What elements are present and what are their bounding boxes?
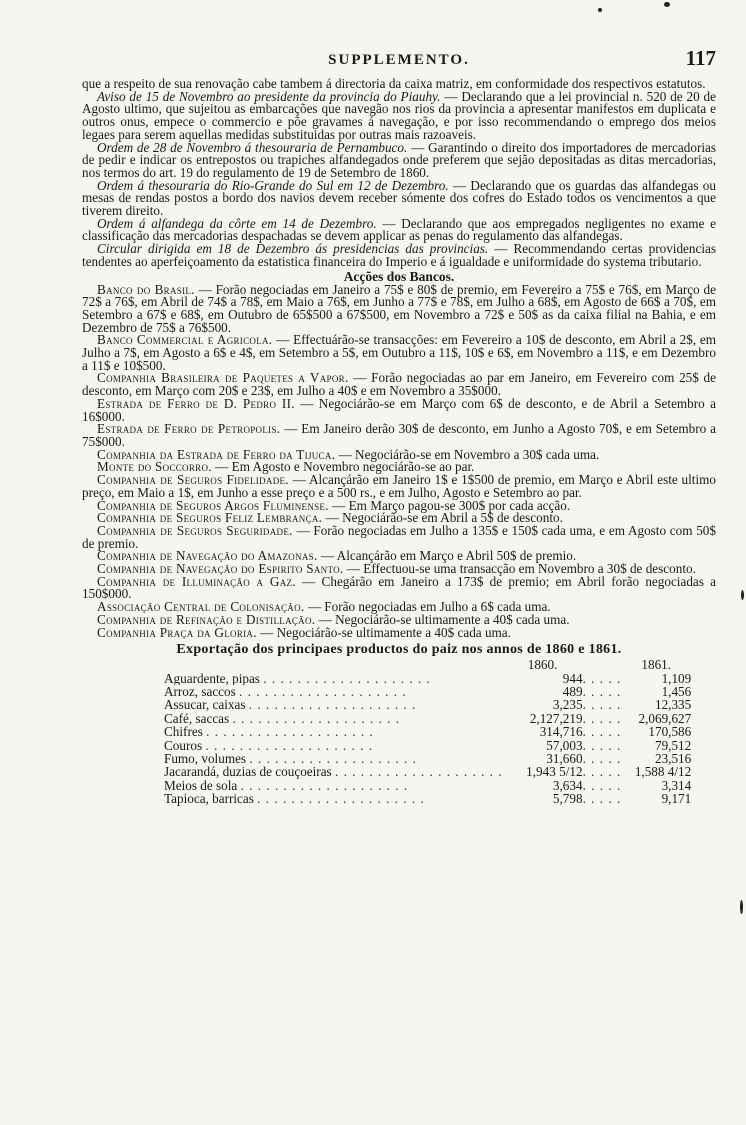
paragraph bbox=[82, 88, 716, 142]
entry-name: Estrada de Ferro de D. Pedro II. bbox=[97, 395, 295, 411]
value-1860: 57,003 bbox=[546, 737, 583, 753]
product-cell bbox=[164, 672, 503, 685]
leader-dots: . . . . . . . . . . . . . . . . . . . . bbox=[232, 711, 401, 726]
entry-name: Estrada de Ferro de Petropolis. bbox=[97, 421, 281, 437]
exports-table-body bbox=[164, 672, 691, 806]
entry-text: — Negociárão-se em Novembro a 30$ cada uma. bbox=[335, 446, 600, 462]
product-cell bbox=[164, 779, 503, 792]
scan-speck bbox=[598, 8, 602, 12]
leader-dots: . . . . . . . . . . . . . . . . . . . . bbox=[240, 778, 409, 793]
entry-text: — Forão negociadas em Janeiro a 75$ e 80$ de premio, em Fevereiro a 75$ e 76$, em Março de 72$ a 76$, em Abril de 74$ a 78$, em Maio a 76$, em Junho a 77$ e 78$, em Julho a 68$, em Agosto de 66$ a 70$, em Setembro a 67$ e 68$, em Outubro de 65$500 a 67$500, em Novembro a 72$ e 50$ as da caixa filial na Bahia, e em Dezembro de 75$ a 76$500. bbox=[82, 281, 716, 335]
value-1861: 1,109 bbox=[661, 670, 692, 686]
value-1860: 314,716 bbox=[539, 724, 583, 740]
leader-dots: . . . . . bbox=[582, 792, 622, 806]
value-1861: 23,516 bbox=[654, 751, 692, 767]
table-row bbox=[164, 765, 691, 778]
entry-name: Companhia de Seguros Argos Fluminense. bbox=[97, 497, 329, 513]
leader-dots: . . . . . bbox=[582, 711, 622, 726]
entry-text: — Negociárão-se em Abril a 5$ de desconto. bbox=[322, 510, 563, 526]
entry-text: — Negociárão-se em Março com 6$ de desconto, e de Abril a Setembro a 16$000. bbox=[82, 395, 716, 424]
paragraph-lead: Ordem de 28 de Novembro á thesouraria de Pernambuco. bbox=[97, 139, 408, 155]
paragraph bbox=[82, 177, 716, 219]
product-name: Jacarandá, duzias de couçoeiras bbox=[164, 765, 335, 779]
acoes-list bbox=[82, 281, 717, 640]
leader-dots: . . . . . bbox=[582, 698, 622, 712]
table-row bbox=[164, 712, 691, 725]
entry-name: Companhia Praça da Gloria. bbox=[97, 624, 257, 640]
product-name: Tapioca, barricas bbox=[164, 792, 258, 806]
entry-name: Banco do Brasil. bbox=[97, 281, 195, 297]
entry-text: — Chegárão em Janeiro a 173$ de premio; em Abril forão negociadas a 150$000. bbox=[82, 573, 716, 602]
value-1860: 1,943 5/12 bbox=[526, 764, 583, 780]
leader-dots: . . . . . . . . . . . . . . . . . . . . bbox=[248, 698, 417, 712]
leader-dots: . . . . . bbox=[582, 738, 622, 753]
leader-dots: . . . . . bbox=[582, 685, 622, 699]
product-cell bbox=[164, 725, 503, 738]
paragraph-lead: Aviso de 15 de Novembro ao presidente da provincia do Piauhy. bbox=[97, 88, 441, 104]
value-1861: 3,314 bbox=[661, 777, 692, 793]
acao-entry bbox=[82, 395, 716, 424]
exports-table bbox=[164, 658, 691, 805]
product-name: Fumo, volumes bbox=[164, 752, 250, 766]
product-cell bbox=[164, 792, 503, 805]
leader-dots: . . . . . bbox=[582, 765, 622, 779]
leader-dots: . . . . . bbox=[582, 752, 622, 766]
entry-text: — Alcançárão em Janeiro 1$ e 1$500 de premio, em Março e Abril este ultimo preço, em Maio a 1$, em Junho a esse preço e a 500 rs., e em Julho, Agosto e Setembro ao par. bbox=[82, 472, 716, 500]
value-1860: 944 bbox=[562, 670, 583, 686]
paragraph-text: — Declarando que a lei provincial n. 520 de 20 de Agosto ultimo, que sujeitou as embarcações que navegão nos rios da provincia a apresentar manifestos em duplicata e outros onus, empece o commercio e põe gravames á navegação, e por isso recommendando o emprego dos meios legaes para serem aquellas medidas substituidas por outras mais razoaveis. bbox=[82, 88, 716, 142]
product-cell bbox=[164, 698, 503, 711]
product-cell bbox=[164, 739, 503, 752]
entry-name: Companhia de Seguros Feliz Lembrança. bbox=[97, 510, 323, 526]
entry-text: — Em Agosto e Novembro negociárão-se ao par. bbox=[211, 459, 475, 475]
entry-text: — Em Março pagou-se 300$ por cada acção. bbox=[328, 497, 571, 513]
product-cell bbox=[164, 712, 503, 725]
value-1861: 2,069,627 bbox=[638, 710, 692, 726]
paragraph-text: — Recommendando certas providencias tendentes ao aperfeiçoamento da estatistica financeira do Imperio e á igualdade e uniformidade do systema tributario. bbox=[82, 241, 716, 269]
entry-name: Companhia de Illuminação a Gaz. bbox=[97, 573, 296, 589]
acao-entry bbox=[82, 522, 716, 551]
product-cell bbox=[164, 752, 503, 765]
value-1861: 12,335 bbox=[654, 697, 692, 713]
section-title-acoes: Acções dos Bancos. bbox=[343, 268, 455, 284]
entry-name: Associação Central de Colonisação. bbox=[97, 599, 305, 615]
product-name: Meios de sola bbox=[164, 778, 241, 793]
entry-name: Companhia de Refinação e Distillação. bbox=[97, 611, 316, 627]
leader-dots: . . . . . . . . . . . . . . . . . . . . bbox=[249, 752, 417, 766]
table-row bbox=[164, 725, 691, 738]
scan-speck bbox=[741, 590, 744, 600]
product-name: Chifres bbox=[164, 725, 207, 739]
scan-speck bbox=[664, 2, 670, 7]
value-1860: 3,634 bbox=[552, 777, 583, 793]
entry-text: — Forão negociadas ao par em Janeiro, em Fevereiro com 25$ de desconto, em Março com 20$ e 23$, em Julho a 40$ e em Novembro a 35$000. bbox=[82, 370, 717, 399]
table-row bbox=[164, 685, 691, 698]
entry-name: Companhia de Navegação do Amazonas. bbox=[97, 548, 318, 564]
leader-dots: . . . . . . . . . . . . . . . . . . . . bbox=[206, 725, 374, 739]
table-row bbox=[164, 752, 691, 765]
entry-name: Monte do Soccorro. bbox=[97, 459, 212, 475]
leader-dots: . . . . . . . . . . . . . . . . . . . . bbox=[263, 671, 431, 686]
table-header-row bbox=[164, 658, 691, 671]
entry-name: Companhia da Estrada de Ferro da Tijuca. bbox=[97, 446, 336, 462]
entry-name: Companhia de Seguros Seguridade. bbox=[97, 522, 293, 538]
paragraph-text: que a respeito de sua renovação cabe tambem á directoria da caixa matriz, em conformidade dos respectivos estatutos. bbox=[82, 76, 706, 91]
acao-entry bbox=[82, 372, 716, 397]
entry-name: Banco Commercial e Agricola. bbox=[97, 332, 273, 348]
acao-entry bbox=[82, 281, 716, 335]
acao-entry bbox=[82, 334, 716, 372]
table-row bbox=[164, 698, 691, 711]
value-1860: 2,127,219 bbox=[529, 710, 583, 726]
entry-name: Companhia Brasileira de Paquetes a Vapor. bbox=[97, 370, 349, 386]
entry-text: — Negociárão-se ultimamente a 40$ cada uma. bbox=[256, 624, 511, 640]
leader-dots: . . . . . . . . . . . . . . . . . . . . bbox=[205, 738, 373, 753]
product-name: Assucar, caixas bbox=[164, 698, 249, 712]
leader-dots: . . . . . bbox=[582, 725, 622, 739]
acao-entry bbox=[82, 573, 716, 602]
paragraph-lead: Ordem á alfandega da côrte em 14 de Dezembro. bbox=[97, 215, 377, 231]
entry-text: — Alcançárão em Março e Abril 50$ de premio. bbox=[317, 548, 577, 564]
value-1861: 1,456 bbox=[661, 684, 692, 700]
table-row bbox=[164, 672, 691, 685]
table-row bbox=[164, 779, 691, 792]
table-row bbox=[164, 739, 691, 752]
paragraph-text: — Declarando que os guardas das alfandegas ou mesas de rendas postos a bordo dos navios devem receber sómente dos cofres do Estado todos os vencimentos a que tiverem direito. bbox=[82, 177, 716, 219]
product-name: Couros bbox=[164, 738, 206, 753]
paragraph bbox=[82, 215, 716, 244]
value-1860: 31,660 bbox=[546, 751, 583, 767]
paragraph-text: — Garantindo o direito dos importadores de mercadorias de pedir e indicar os entrepostos ou trapiches alfandegados onde preferem que sejão depositadas as ditas mercadorias, nos termos do art. 19 do regulamento de 19 de Setembro de 1860. bbox=[82, 139, 716, 180]
page-number: 117 bbox=[685, 46, 716, 70]
acao-entry bbox=[82, 423, 716, 448]
table-row bbox=[164, 792, 691, 805]
product-name: Café, saccas bbox=[164, 711, 233, 726]
entry-text: — Em Janeiro derão 30$ de desconto, em Junho a Agosto 70$, e em Setembro a 75$000. bbox=[82, 421, 716, 449]
value-1861: 170,586 bbox=[648, 724, 692, 740]
column-header-1860: 1860. bbox=[527, 657, 558, 673]
product-cell bbox=[164, 765, 503, 778]
exports-table-title: Exportação dos principaes productos do paiz nos annos de 1860 e 1861. bbox=[176, 642, 622, 658]
entry-text: — Effectuárão-se transacções: em Fevereiro a 10$ de desconto, em Abril a 2$, em Julho a 7$, em Agosto a 6$ e 4$, em Setembro a 5$, em Outubro a 11$, 10$ e 6$, em Novembro a 11$, e em Dezembro a 11$ e 10$500. bbox=[82, 332, 716, 373]
product-name: Arroz, saccos bbox=[164, 685, 240, 699]
leader-dots: . . . . . bbox=[582, 778, 622, 793]
value-1860: 5,798 bbox=[552, 791, 583, 807]
value-1861: 79,512 bbox=[654, 737, 692, 753]
paragraph bbox=[82, 243, 716, 268]
paragraph-lead: Circular dirigida em 18 de Dezembro ás presidencias das provincias. bbox=[97, 241, 489, 257]
leader-dots: . . . . . bbox=[582, 671, 622, 686]
acao-entry bbox=[82, 624, 716, 640]
product-cell bbox=[164, 685, 503, 698]
entry-name: Companhia de Seguros Fidelidade. bbox=[97, 472, 289, 488]
paragraph-text: — Declarando que aos empregados negligentes no exame e classificação das mercadorias despachadas se devem applicar as penas do regulamento das alfandegas. bbox=[82, 215, 716, 244]
running-title: SUPPLEMENTO. bbox=[328, 52, 470, 68]
document-page bbox=[82, 46, 717, 807]
value-1860: 3,235 bbox=[552, 697, 583, 713]
entry-name: Companhia de Navegação do Espirito Santo. bbox=[97, 561, 344, 577]
column-header-1861: 1861. bbox=[641, 657, 672, 673]
value-1861: 1,588 4/12 bbox=[634, 764, 692, 780]
entry-text: — Negociárão-se ultimamente a 40$ cada uma. bbox=[315, 611, 570, 627]
paragraph-lead: Ordem á thesouraria do Rio-Grande do Sul em 12 de Dezembro. bbox=[97, 177, 449, 193]
product-name: Aguardente, pipas bbox=[164, 671, 264, 686]
value-1860: 489 bbox=[562, 684, 583, 700]
paragraph bbox=[82, 139, 716, 180]
entry-text: — Forão negociadas em Julho a 6$ cada uma. bbox=[304, 599, 551, 615]
scan-speck bbox=[740, 900, 743, 914]
value-1861: 9,171 bbox=[661, 791, 692, 807]
notices-section bbox=[82, 78, 716, 269]
acao-entry bbox=[82, 474, 716, 499]
leader-dots: . . . . . . . . . . . . . . . . . . . . bbox=[257, 792, 425, 806]
page-header bbox=[82, 46, 716, 78]
entry-text: — Effectuou-se uma transacção em Novembro a 30$ de desconto. bbox=[343, 561, 696, 577]
leader-dots: . . . . . . . . . . . . . . . . . . . . bbox=[334, 765, 503, 779]
leader-dots: . . . . . . . . . . . . . . . . . . . . bbox=[239, 685, 407, 699]
entry-text: — Forão negociadas em Julho a 135$ e 150$ cada uma, e em Agosto com 50$ de premio. bbox=[82, 522, 716, 551]
